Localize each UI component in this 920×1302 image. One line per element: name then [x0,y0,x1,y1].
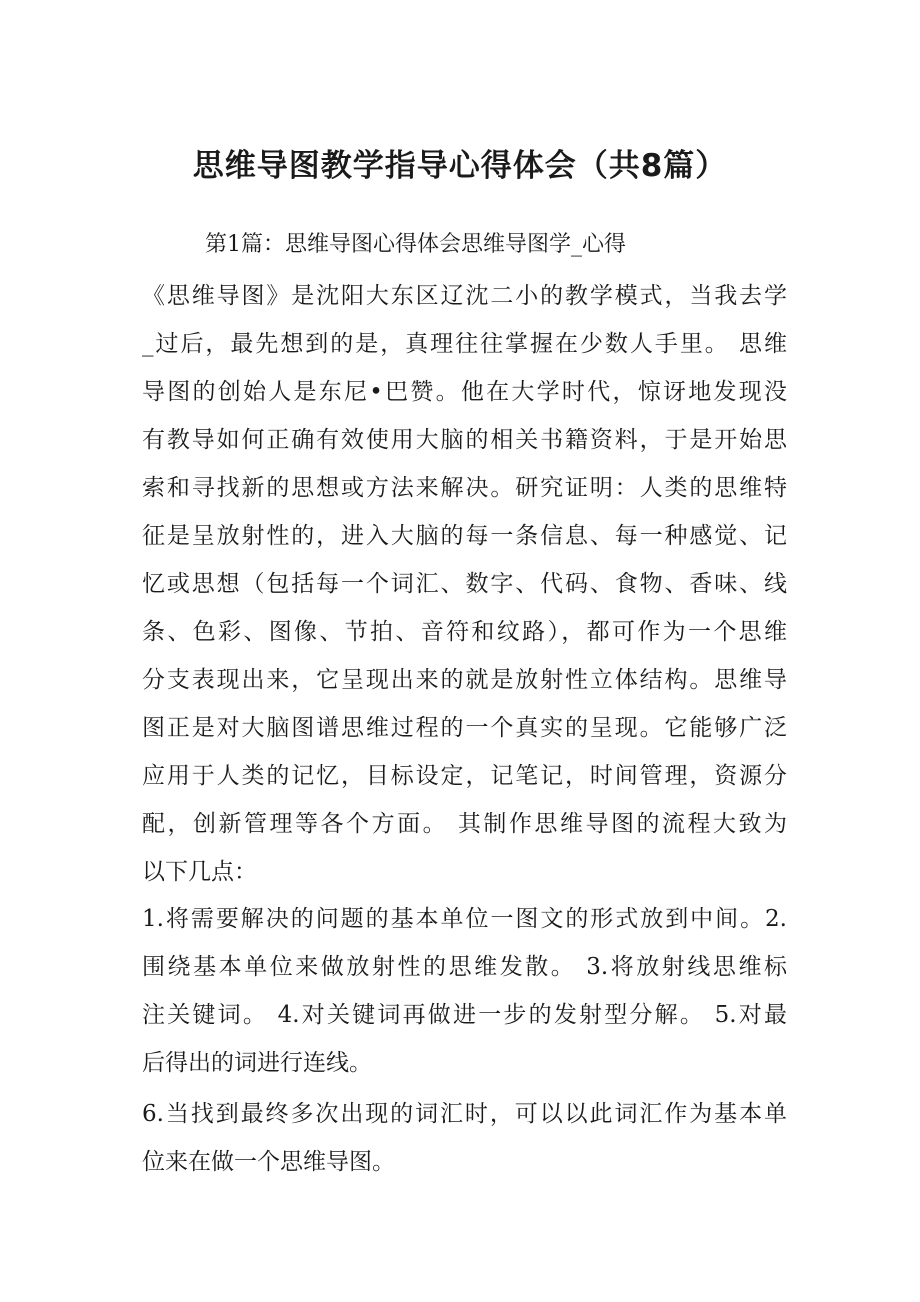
paragraph-intro [142,272,787,896]
text-line: 以下几点： [142,859,257,885]
text-line: 图正是对大脑图谱思维过程的一个真实的呈现。它能够广泛 [142,715,787,741]
text-line: 《思维导图》是沈阳大东区辽沈二小的教学模式，当我去学 [142,283,787,309]
text-line: 索和寻找新的思想或方法来解决。研究证明：人类的思维特 [142,475,787,501]
text-line: 有教导如何正确有效使用大脑的相关书籍资料，于是开始思 [142,427,787,453]
text-line: 分支表现出来，它呈现出来的就是放射性立体结构。思维导 [142,667,787,693]
text-line: 后得出的词进行连线。 [142,1050,372,1076]
section-subtitle: 第1篇：思维导图心得体会思维导图学_心得 [205,232,626,257]
text-line: 注关键词。 4.对关键词再做进一步的发射型分解。 5.对最 [142,1002,787,1028]
text-line: 位来在做一个思维导图。 [142,1149,395,1175]
text-line: 配，创新管理等各个方面。 其制作思维导图的流程大致为 [142,811,787,837]
text-line: 导图的创始人是东尼•巴赞。他在大学时代，惊讶地发现没 [142,379,787,405]
text-line: 条、色彩、图像、节拍、音符和纹路），都可作为一个思维 [142,619,787,645]
text-line: 应用于人类的记忆，目标设定，记笔记，时间管理，资源分 [142,763,787,789]
text-line: 围绕基本单位来做放射性的思维发散。 3.将放射线思维标 [142,954,787,980]
paragraph-steps [142,895,787,1087]
text-line: _过后，最先想到的是，真理往往掌握在少数人手里。 思维 [142,331,787,357]
text-line: 征是呈放射性的，进入大脑的每一条信息、每一种感觉、记 [142,523,787,549]
document-title: 思维导图教学指导心得体会（共8篇） [192,148,728,184]
text-line: 6.当找到最终多次出现的词汇时，可以以此词汇作为基本单 [142,1101,787,1127]
text-line: 忆或思想（包括每一个词汇、数字、代码、食物、香味、线 [142,571,787,597]
paragraph-step-six [142,1090,787,1186]
text-line: 1.将需要解决的问题的基本单位一图文的形式放到中间。2. [142,906,787,932]
